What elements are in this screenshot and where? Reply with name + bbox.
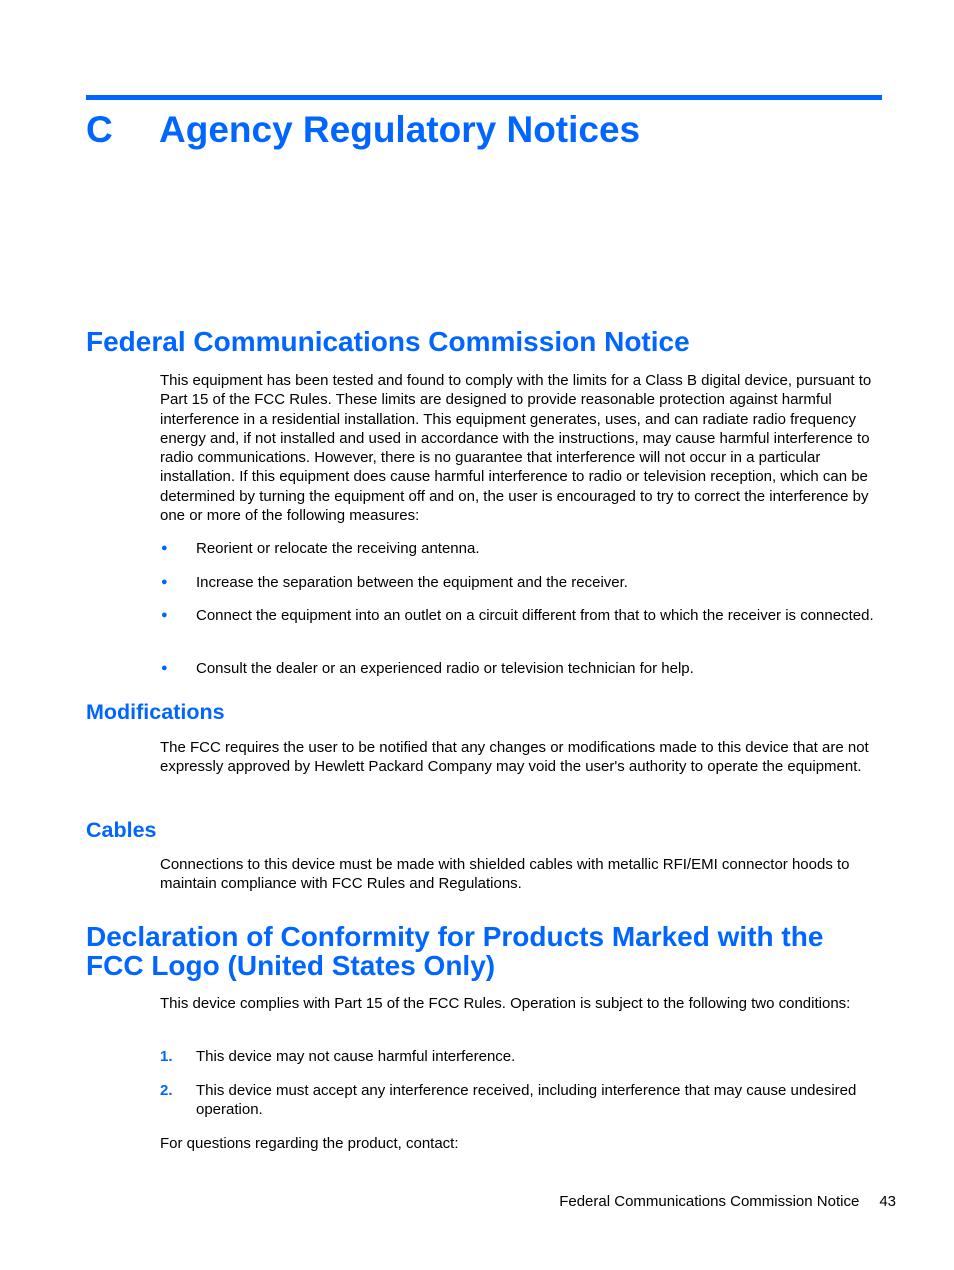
- declaration-heading: [86, 922, 823, 980]
- list-item: [160, 1047, 890, 1066]
- chapter-title: [86, 106, 640, 154]
- page-number: 43: [879, 1193, 896, 1210]
- footer-section-title: Federal Communications Commission Notice: [559, 1193, 860, 1210]
- bullet-icon: ●: [161, 576, 168, 588]
- fcc-notice-body: This equipment has been tested and found to comply with the limits for a Class B digital device, pursuant to Part 15 of the FCC Rules. These limits are designed to provide reasonable protection against harmful interference in a residential installation. This equipment generates, uses, and can radiate radio frequency energy and, if not installed and used in accordance with the instructions, may cause harmful interference to radio communications. However, there is no guarantee that interference will not occur in a particular installation. If this equipment does cause harmful interference to radio or television reception, which can be determined by turning the equipment off and on, the user is encouraged to try to correct the interference by one or more of the following measures:: [160, 372, 872, 525]
- list-item: [160, 659, 890, 678]
- modifications-body: The FCC requires the user to be notified that any changes or modifications made to this device that are not expressly approved by Hewlett Packard Company may void the user's authority to operate the equipment.: [160, 739, 869, 776]
- bullet-icon: ●: [161, 609, 168, 621]
- list-item: [160, 606, 890, 625]
- list-item: [160, 1081, 890, 1120]
- contact-text: For questions regarding the product, contact:: [160, 1135, 459, 1152]
- list-item-number: 2.: [160, 1082, 173, 1099]
- list-item-text: Reorient or relocate the receiving antenna.: [196, 540, 480, 557]
- list-item-text: This device must accept any interference received, including interference that may cause undesired operation.: [196, 1082, 857, 1119]
- bullet-icon: ●: [161, 662, 168, 674]
- list-item: [160, 539, 890, 558]
- chapter-rule: [86, 95, 882, 100]
- list-item-text: Increase the separation between the equipment and the receiver.: [196, 574, 628, 591]
- list-item-number: 1.: [160, 1048, 173, 1065]
- bullet-icon: ●: [161, 542, 168, 554]
- declaration-heading-line1: Declaration of Conformity for Products Marked with the: [86, 921, 824, 952]
- page-footer: [559, 1192, 896, 1211]
- modifications-heading: Modifications: [86, 700, 225, 724]
- list-item: [160, 573, 890, 592]
- list-item-text: Connect the equipment into an outlet on a circuit different from that to which the receiver is connected.: [196, 607, 874, 624]
- list-item-text: Consult the dealer or an experienced radio or television technician for help.: [196, 660, 694, 677]
- chapter-letter: C: [86, 109, 113, 150]
- list-item-text: This device may not cause harmful interference.: [196, 1048, 516, 1065]
- cables-body: Connections to this device must be made with shielded cables with metallic RFI/EMI connector hoods to maintain compliance with FCC Rules and Regulations.: [160, 856, 850, 893]
- cables-heading: Cables: [86, 818, 157, 842]
- declaration-body: This device complies with Part 15 of the FCC Rules. Operation is subject to the following two conditions:: [160, 995, 851, 1012]
- chapter-title-text: Agency Regulatory Notices: [159, 109, 641, 150]
- fcc-notice-heading: Federal Communications Commission Notice: [86, 326, 690, 357]
- declaration-heading-line2: FCC Logo (United States Only): [86, 950, 496, 981]
